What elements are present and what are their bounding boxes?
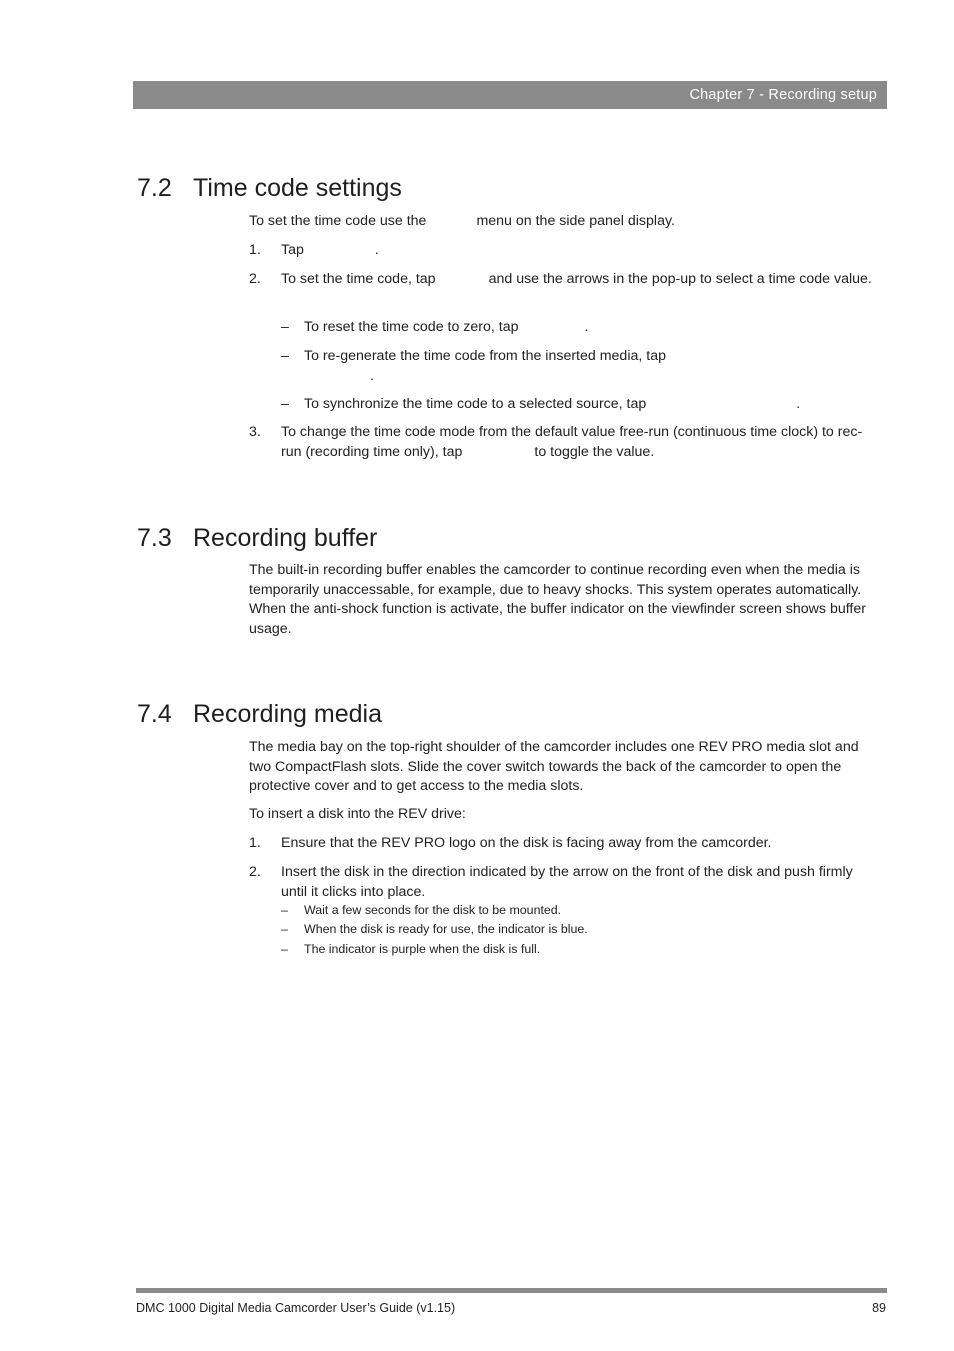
step-number: 1. bbox=[249, 242, 261, 258]
dash-bullet: – bbox=[281, 319, 289, 335]
list-item bbox=[249, 834, 881, 854]
note-text: Wait a few seconds for the disk to be mounted. bbox=[304, 903, 562, 917]
list-item bbox=[249, 270, 881, 290]
sub-text-b: . bbox=[584, 319, 589, 335]
list-item bbox=[249, 241, 881, 261]
list-item bbox=[281, 318, 881, 338]
list-item bbox=[281, 395, 881, 415]
sub-text-a: To synchronize the time code to a selected source, tap bbox=[304, 396, 647, 412]
section-title: Recording media bbox=[193, 700, 382, 728]
intro-text-b: menu on the side panel display. bbox=[476, 213, 675, 229]
chapter-header-bar bbox=[133, 81, 887, 109]
step-text-a: To change the time code mode from the default value free-run (continuous time clock) to rec-run (recording time only), tap bbox=[281, 424, 863, 460]
step-text: Ensure that the REV PRO logo on the disk is facing away from the camcorder. bbox=[281, 835, 772, 851]
section-number: 7.4 bbox=[137, 700, 172, 728]
note-text: The indicator is purple when the disk is full. bbox=[304, 942, 541, 956]
section-heading-7-3 bbox=[137, 524, 377, 553]
dash-bullet: – bbox=[281, 942, 288, 956]
step-text: Insert the disk in the direction indicated by the arrow on the front of the disk and push firmly until it clicks into place. bbox=[281, 864, 853, 900]
section-number: 7.3 bbox=[137, 524, 172, 552]
list-item bbox=[281, 941, 881, 957]
step-number: 3. bbox=[249, 424, 261, 440]
intro-text-a: To set the time code use the bbox=[249, 213, 427, 229]
insert-disk-intro: To insert a disk into the REV drive: bbox=[249, 806, 466, 822]
step-number: 1. bbox=[249, 835, 261, 851]
section-title: Time code settings bbox=[193, 174, 402, 202]
step-number: 2. bbox=[249, 271, 261, 287]
recording-buffer-body: The built-in recording buffer enables the camcorder to continue recording even when the media is temporarily unaccessable, for example, due to heavy shocks. This system operates automatically. When the anti-shock function is activate, the buffer indicator on the viewfinder screen shows buffer usage. bbox=[249, 562, 866, 637]
step-text-b: to toggle the value. bbox=[534, 443, 655, 460]
sub-text-b: . bbox=[370, 367, 374, 384]
list-item bbox=[249, 423, 881, 462]
step-number: 2. bbox=[249, 864, 261, 880]
page-number: 89 bbox=[872, 1301, 886, 1315]
section-heading-7-4 bbox=[137, 700, 382, 729]
sub-text-a: To re-generate the time code from the inserted media, tap bbox=[304, 348, 666, 364]
dash-bullet: – bbox=[281, 396, 289, 412]
dash-bullet: – bbox=[281, 903, 288, 917]
dash-bullet: – bbox=[281, 922, 288, 936]
footer-guide-title: DMC 1000 Digital Media Camcorder User’s Guide (v1.15) bbox=[136, 1301, 456, 1315]
step-text-b: . bbox=[374, 242, 379, 258]
sub-text-a: To reset the time code to zero, tap bbox=[304, 319, 519, 335]
sub-text-b: . bbox=[796, 396, 801, 412]
list-item bbox=[249, 863, 881, 902]
note-text: When the disk is ready for use, the indicator is blue. bbox=[304, 922, 588, 936]
section-title: Recording buffer bbox=[193, 524, 378, 552]
section-heading-7-2 bbox=[137, 174, 402, 203]
dash-bullet: – bbox=[281, 348, 289, 364]
section-number: 7.2 bbox=[137, 174, 172, 202]
step-text-a: To set the time code, tap bbox=[281, 271, 436, 287]
step-text-b: and use the arrows in the pop-up to select a time code value. bbox=[488, 271, 872, 287]
list-item bbox=[281, 921, 881, 937]
time-code-intro bbox=[249, 212, 881, 232]
recording-media-body: The media bay on the top-right shoulder of the camcorder includes one REV PRO media slot and two CompactFlash slots. Slide the cover switch towards the back of the camcorder to open the protective cover and to get access to the media slots. bbox=[249, 739, 859, 794]
list-item bbox=[281, 347, 881, 386]
list-item bbox=[281, 902, 881, 918]
footer-rule bbox=[136, 1288, 887, 1293]
chapter-title: Chapter 7 - Recording setup bbox=[689, 87, 877, 103]
step-text-a: Tap bbox=[281, 242, 304, 258]
